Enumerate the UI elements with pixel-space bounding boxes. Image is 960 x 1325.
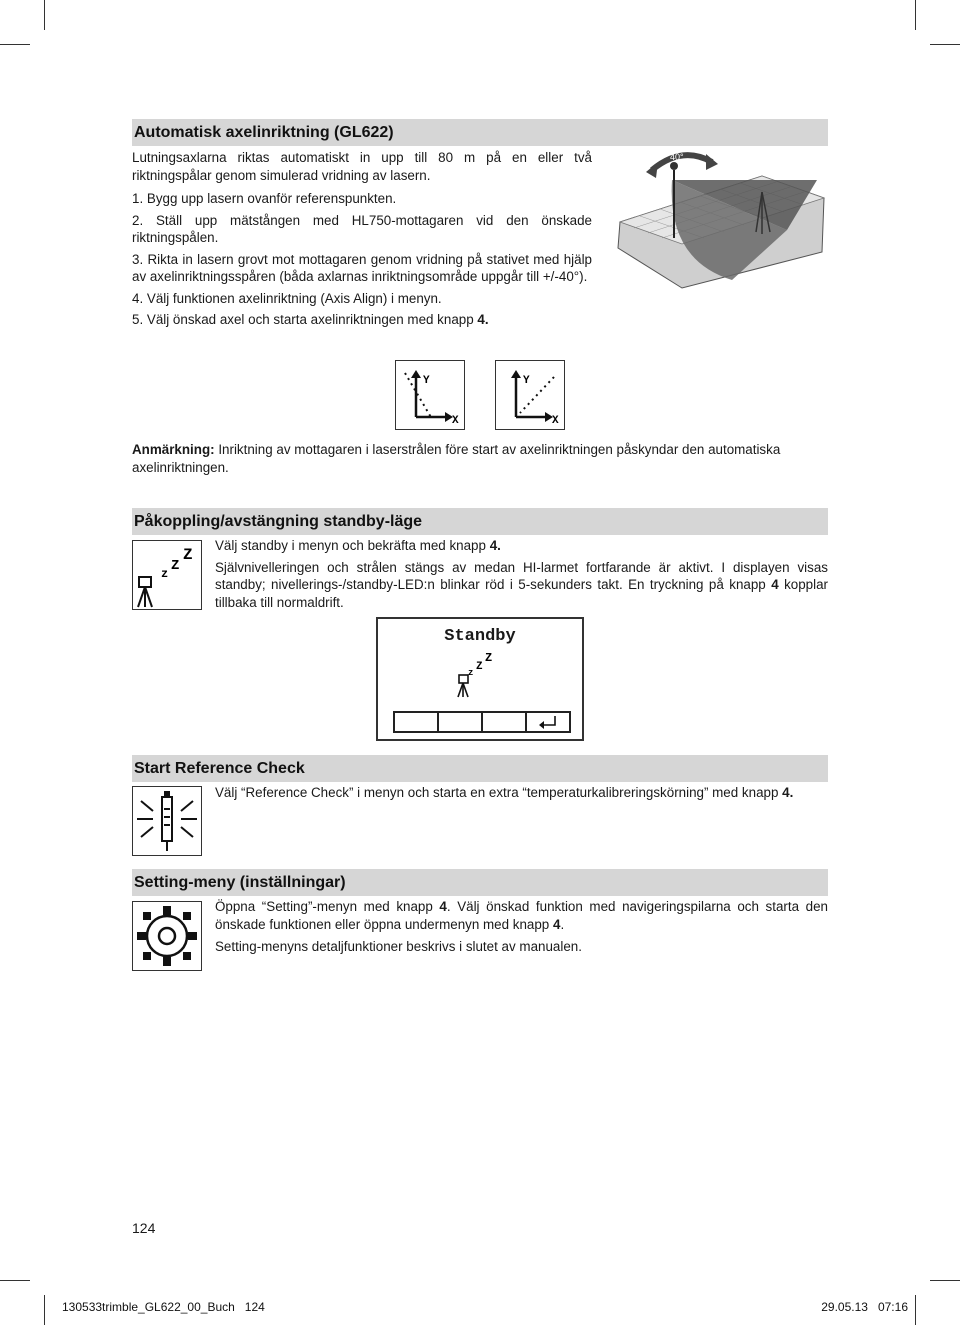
crop-mark <box>0 1280 30 1281</box>
key-4: 4 <box>771 577 779 592</box>
crop-mark <box>44 0 45 30</box>
section-header-reference-check: Start Reference Check <box>132 755 828 782</box>
axis-body <box>132 149 592 329</box>
axis-note <box>132 441 828 476</box>
standby-tripod-icon <box>454 651 504 699</box>
gear-icon <box>132 901 202 971</box>
svg-text:z: z <box>468 668 474 678</box>
standby-icon <box>132 540 202 610</box>
axis-step-2: 2. Ställ upp mätstången med HL750-mottagaren vid den önskade riktningspålen. <box>132 212 592 245</box>
crop-mark <box>930 44 960 45</box>
softkey-1 <box>393 711 439 733</box>
note-label: Anmärkning: <box>132 442 215 457</box>
setting-detail-note: Setting-menyns detaljfunktioner beskrivs i slutet av manualen. <box>215 939 582 954</box>
axis-intro: Lutningsaxlarna riktas automatiskt in upp till 80 m på en eller två riktningspålar genom simulerad vridning av lasern. <box>132 150 592 183</box>
key-4: 4 <box>439 899 447 914</box>
axis-step-4: 4. Välj funktionen axelinriktning (Axis Align) i menyn. <box>132 290 442 306</box>
standby-line1: Välj standby i menyn och bekräfta med knapp <box>215 538 486 553</box>
crop-mark <box>915 1295 916 1325</box>
setting-body: Öppna “Setting”-menyn med knapp 4. Välj önskad funktion med navigeringspilarna och starta den önskade funktionen eller öppna undermenyn med knapp 4. Setting-menyns detaljfunktioner beskrivs i slutet av manualen. <box>215 899 828 954</box>
y-label: Y <box>523 375 530 387</box>
axis-step-5: 5. Välj önskad axel och starta axelinriktningen med knapp 4. <box>132 312 489 327</box>
reference-check-icon <box>132 786 202 856</box>
softkey-2 <box>437 711 483 733</box>
angle-label: 40° <box>670 152 684 162</box>
svg-text:Z: Z <box>183 546 193 564</box>
footer-slug-left: 130533trimble_GL622_00_Buch 124 <box>62 1300 265 1314</box>
softkey-4 <box>525 711 571 733</box>
y-label: Y <box>423 375 430 387</box>
key-4: 4. <box>489 538 501 553</box>
section-header-setting-menu: Setting-meny (inställningar) <box>132 869 828 896</box>
key-4: 4. <box>782 785 794 800</box>
reference-check-text: Välj “Reference Check” i menyn och starta en extra “temperaturkalibreringskörning” med knapp 4. <box>215 785 794 800</box>
svg-text:Z: Z <box>485 651 493 665</box>
display-title: Standby <box>444 627 516 646</box>
key-4: 4 <box>553 916 561 932</box>
svg-text:Z: Z <box>476 661 483 673</box>
svg-text:Z: Z <box>171 558 180 574</box>
enter-icon <box>527 713 569 731</box>
section-header-standby: Påkoppling/avstängning standby-läge <box>132 508 828 535</box>
crop-mark <box>915 0 916 30</box>
standby-display <box>376 617 584 741</box>
page-number: 124 <box>132 1220 156 1236</box>
laser-axis-illustration <box>612 140 830 292</box>
standby-body <box>215 537 828 611</box>
x-label: X <box>552 415 559 427</box>
crop-mark <box>44 1295 45 1325</box>
crop-mark <box>930 1280 960 1281</box>
crop-mark <box>0 44 30 45</box>
axis-align-x-icon <box>395 360 465 430</box>
note-text: Inriktning av mottagaren i laserstrålen före start av axelinriktningen påskyndar den automatiska axelinriktningen. <box>132 442 781 475</box>
axis-step-1: 1. Bygg upp lasern ovanför referenspunkten. <box>132 191 397 206</box>
key-4: 4. <box>477 312 489 327</box>
softkey-3 <box>481 711 527 733</box>
axis-align-y-icon <box>495 360 565 430</box>
x-label: X <box>452 415 459 427</box>
footer-slug-right: 29.05.13 07:16 <box>821 1300 908 1314</box>
standby-para-end: kopplar tillbaka till normaldrift. <box>215 577 828 610</box>
standby-para: Självnivelleringen och strålen stängs av medan HI-larmet fortfarande är aktivt. I displayen visas standby; nivellerings-/standby-LED:n blinkar röd i 5-sekunders takt. En tryckning på knapp <box>215 559 828 592</box>
svg-text:z: z <box>161 567 169 581</box>
axis-step-3: 3. Rikta in lasern grovt mot mottagaren genom vridning på stativet med hjälp av axelinriktningsspåren (båda axlarnas inriktningsområde uppgår till +/-40°). <box>132 251 592 284</box>
section-header-axis-align: Automatisk axelinriktning (GL622) <box>132 119 828 146</box>
